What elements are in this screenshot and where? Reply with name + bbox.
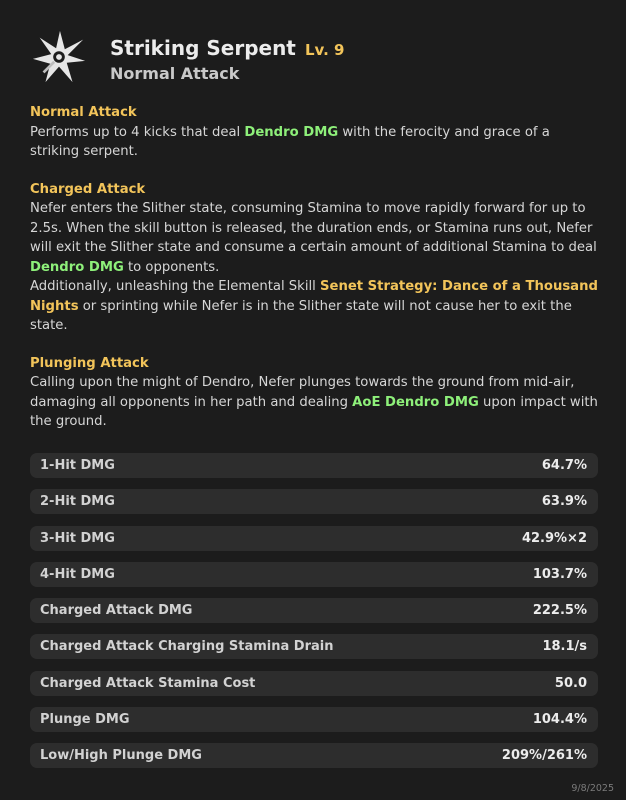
stat-label: Charged Attack Stamina Cost — [40, 675, 256, 691]
text-span: with the ferocity and grace of a striking serpent. — [30, 124, 550, 159]
text-span: Calling upon the might of Dendro, Nefer plunges towards the ground from mid-air, damaging all opponents in her path and dealing — [30, 375, 575, 410]
stat-label: Charged Attack DMG — [40, 603, 193, 618]
stat-row — [30, 562, 598, 587]
stat-value: 42.9%×2 — [521, 530, 587, 546]
skill-header — [30, 28, 600, 88]
charged-attack-heading: Charged Attack — [30, 181, 146, 197]
skill-level: Lv. 9 — [304, 41, 345, 59]
stat-row — [30, 707, 598, 732]
stat-row — [30, 598, 598, 623]
text-span: Performs up to 4 kicks that deal — [30, 124, 245, 140]
stat-value: 209%/261% — [501, 748, 587, 763]
serpent-star-icon — [30, 28, 88, 86]
dendro-dmg-highlight: Dendro DMG — [244, 124, 339, 140]
text-span: Nefer enters the Slither state, consuming Stamina to move rapidly forward for up to 2.5s. When the skill button is released, the duration ends, or Stamina runs out, Nefer will exit the Slither state and consume a certain amount of additional Stamina to deal — [30, 201, 597, 255]
text-span: to opponents. — [123, 259, 220, 275]
stat-row — [30, 453, 598, 478]
elemental-skill-link: Senet Strategy: Dance of a Thousand Nights — [30, 279, 598, 314]
charged-attack-text — [30, 199, 598, 277]
stat-label: 4-Hit DMG — [40, 566, 115, 582]
skill-title: Striking Serpent — [110, 36, 296, 60]
stat-label: 3-Hit DMG — [40, 530, 115, 546]
charged-attack-section — [30, 180, 598, 336]
title-line — [110, 36, 344, 60]
stat-value: 50.0 — [554, 675, 587, 691]
stat-row — [30, 526, 598, 551]
stat-label: Charged Attack Charging Stamina Drain — [40, 639, 334, 655]
charged-attack-text-2 — [30, 277, 598, 336]
stat-row — [30, 671, 598, 696]
plunging-attack-heading: Plunging Attack — [30, 355, 149, 371]
stat-value: 18.1/s — [542, 639, 587, 655]
stat-row — [30, 634, 598, 659]
text-span: upon impact with the ground. — [30, 394, 598, 429]
text-span: Additionally, unleashing the Elemental Skill — [30, 279, 321, 294]
skill-description — [30, 103, 598, 450]
stat-row — [30, 489, 598, 514]
stat-label: Low/High Plunge DMG — [40, 748, 202, 763]
stats-table — [30, 453, 598, 779]
stat-label: 1-Hit DMG — [40, 458, 115, 473]
stat-row — [30, 743, 598, 768]
stat-value: 222.5% — [532, 603, 587, 618]
aoe-dendro-dmg-highlight: AoE Dendro DMG — [352, 394, 479, 410]
stat-value: 104.4% — [532, 711, 587, 727]
plunging-attack-text — [30, 373, 598, 432]
dendro-dmg-highlight: Dendro DMG — [30, 259, 124, 275]
stat-value: 64.7% — [541, 458, 587, 473]
skill-type: Normal Attack — [110, 64, 240, 83]
footer-date: 9/8/2025 — [571, 783, 614, 794]
stat-label: 2-Hit DMG — [40, 494, 115, 510]
stat-value: 63.9% — [541, 494, 587, 510]
normal-attack-text — [30, 123, 598, 162]
normal-attack-section — [30, 103, 598, 162]
text-span: or sprinting while Nefer is in the Slither state will not cause her to exit the state. — [30, 298, 572, 333]
normal-attack-heading: Normal Attack — [30, 105, 137, 120]
stat-label: Plunge DMG — [40, 711, 130, 727]
plunging-attack-section — [30, 354, 598, 432]
stat-value: 103.7% — [532, 566, 587, 582]
